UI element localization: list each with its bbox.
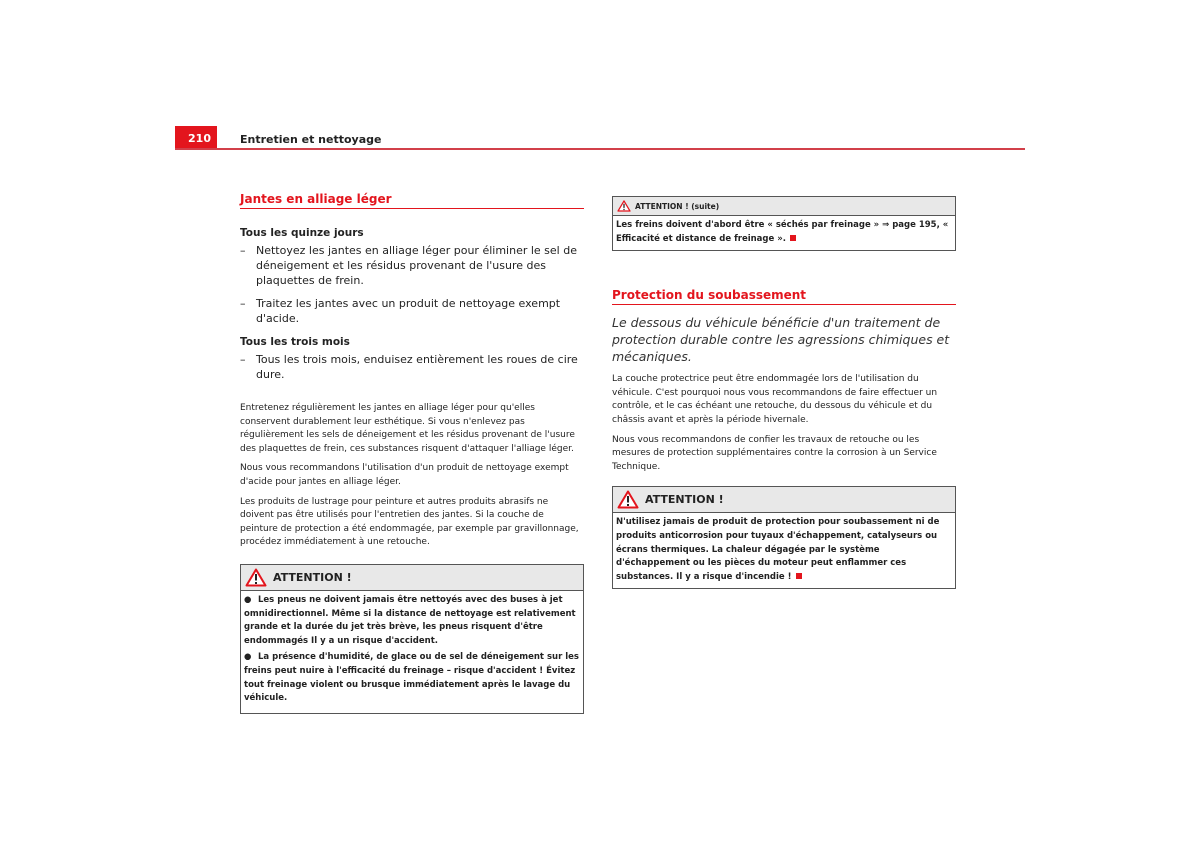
subheading-quarterly: Tous les trois mois — [240, 336, 350, 348]
dash-bullet: – — [240, 244, 246, 257]
warning-text: Les freins doivent d'abord être « séchés par freinage » ⇒ page 195, « Efficacité et distance de freinage ». — [616, 220, 949, 244]
list-item — [240, 352, 584, 382]
body-paragraph: Nous vous recommandons l'utilisation d'un produit de nettoyage exempt d'acide pour jantes en alliage léger. — [240, 463, 569, 487]
dash-bullet: – — [240, 353, 246, 366]
list-item-text: Traitez les jantes avec un produit de nettoyage exempt d'acide. — [256, 297, 561, 325]
warning-header — [613, 487, 955, 513]
body-paragraph: La couche protectrice peut être endommagée lors de l'utilisation du véhicule. C'est pourquoi nous vous recommandons de faire effectuer un contrôle, et le cas échéant une retouche, du dessous du véhicule et du châssis avant et après la période hivernale. — [612, 374, 938, 425]
warning-bullet: ● Les pneus ne doivent jamais être nettoyés avec des buses à jet omnidirectionnel. Même si la distance de nettoyage est relativement grande et la durée du jet très brève, les pneus risquent d'être endommagés Il y a un risque d'accident. — [244, 594, 576, 646]
warning-box — [612, 486, 956, 589]
warning-bullet: ● La présence d'humidité, de glace ou de sel de déneigement sur les freins peut nuire à l'efficacité du freinage – risque d'accident ! Évitez tout freinage violent ou brusque immédiatement après le lavage du véhicule. — [244, 652, 579, 704]
warning-triangle-icon — [617, 490, 639, 509]
warning-title: ATTENTION ! (suite) — [635, 201, 720, 211]
warning-text: N'utilisez jamais de produit de protection pour soubassement ni de produits anticorrosion pour tuyaux d'échappement, catalyseurs ou écrans thermiques. La chaleur dégagée par le système d'échappement ou les pièces du moteur peut enflammer ces substances. Il y a risque d'incendie ! — [616, 517, 940, 582]
warning-triangle-icon — [617, 200, 631, 212]
warning-body — [241, 591, 583, 713]
warning-title: ATTENTION ! — [645, 493, 724, 507]
end-of-section-mark — [796, 573, 802, 579]
warning-body — [613, 216, 955, 250]
chapter-title: Entretien et nettoyage — [240, 133, 382, 146]
end-of-section-mark — [790, 235, 796, 241]
left-column — [240, 192, 584, 714]
warning-bullet-text: La présence d'humidité, de glace ou de sel de déneigement sur les freins peut nuire à l'efficacité du freinage – risque d'accident ! Évitez tout freinage violent ou brusque immédiatement après le lavage du véhicule. — [244, 652, 579, 704]
dash-bullet: – — [240, 297, 246, 310]
warning-header — [613, 197, 955, 216]
warning-header — [241, 565, 583, 591]
right-column — [612, 196, 956, 589]
list-item-text: Tous les trois mois, enduisez entièrement les roues de cire dure. — [256, 353, 578, 381]
header-divider — [175, 148, 1025, 150]
body-paragraph: Nous vous recommandons de confier les travaux de retouche ou les mesures de protection supplémentaires contre la corrosion à un Service Technique. — [612, 434, 937, 472]
warning-title: ATTENTION ! — [273, 570, 352, 584]
warning-body — [613, 513, 955, 588]
lead-paragraph: Le dessous du véhicule bénéficie d'un traitement de protection durable contre les agressions chimiques et mécaniques. — [612, 315, 950, 365]
list-item — [240, 243, 584, 288]
warning-continued-box — [612, 196, 956, 251]
warning-bullet-text: Les pneus ne doivent jamais être nettoyés avec des buses à jet omnidirectionnel. Même si la distance de nettoyage est relativement grande et la durée du jet très brève, les pneus risquent d'être endommagés Il y a un risque d'accident. — [244, 594, 576, 646]
subheading-fortnightly: Tous les quinze jours — [240, 227, 364, 239]
body-paragraph: Entretenez régulièrement les jantes en alliage léger pour qu'elles conservent durablement leur esthétique. Si vous n'enlevez pas régulièrement les sels de déneigement et les résidus provenant de l'usure des plaquettes de frein, ces substances risquent d'attaquer l'alliage léger. — [240, 403, 575, 454]
list-item — [240, 296, 584, 326]
body-paragraph: Les produits de lustrage pour peinture et autres produits abrasifs ne doivent pas être utilisés pour l'entretien des jantes. Si la couche de peinture de protection a été endommagée, par exemple par gravillonnage, procédez immédiatement à une retouche. — [240, 496, 579, 548]
section-title-underbody: Protection du soubassement — [612, 288, 956, 305]
section-title-alloy-wheels: Jantes en alliage léger — [240, 192, 584, 209]
page-number: 210 — [175, 126, 217, 149]
list-item-text: Nettoyez les jantes en alliage léger pour éliminer le sel de déneigement et les résidus provenant de l'usure des plaquettes de frein. — [256, 244, 577, 287]
warning-box — [240, 564, 584, 714]
warning-triangle-icon — [245, 568, 267, 587]
